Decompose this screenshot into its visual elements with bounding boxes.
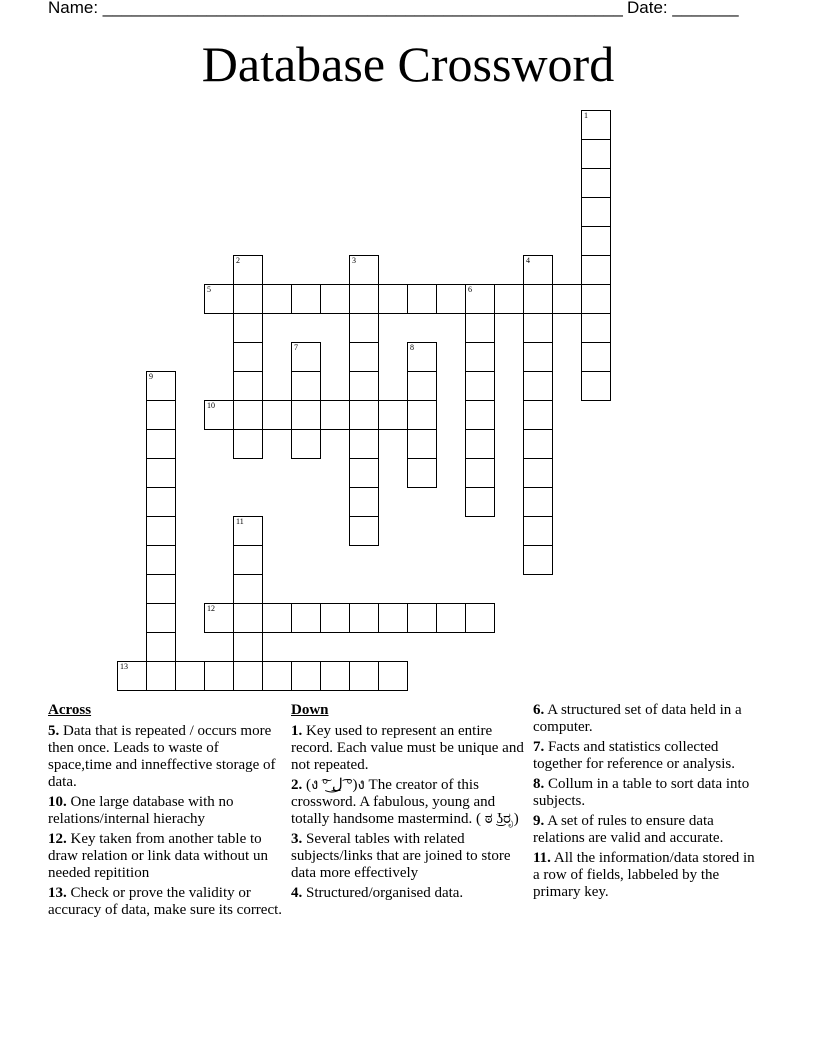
clue-text: Check or prove the validity or accuracy of data, make sure its correct. — [48, 885, 283, 918]
grid-cell[interactable] — [233, 342, 263, 372]
grid-cell[interactable] — [523, 400, 553, 430]
grid-cell[interactable] — [204, 400, 234, 430]
grid-cell[interactable] — [117, 661, 147, 691]
clue-down-4 — [291, 885, 527, 902]
clue-text: Key used to represent an entire record. Each value must be unique and not repeated. — [291, 723, 524, 773]
clue-text: Collum in a table to sort data into subjects. — [533, 776, 750, 809]
grid-cell[interactable] — [146, 574, 176, 604]
grid-cell[interactable] — [146, 632, 176, 662]
grid-cell[interactable] — [233, 313, 263, 343]
grid-cell[interactable] — [349, 342, 379, 372]
grid-cell[interactable] — [233, 603, 263, 633]
grid-cell[interactable] — [581, 110, 611, 140]
grid-cell[interactable] — [523, 371, 553, 401]
grid-cell[interactable] — [320, 284, 350, 314]
grid-cell[interactable] — [146, 661, 176, 691]
grid-cell[interactable] — [523, 429, 553, 459]
cell-number: 9 — [149, 372, 153, 381]
cell-number: 8 — [410, 343, 414, 352]
grid-cell[interactable] — [581, 313, 611, 343]
clue-number: 2. — [291, 777, 303, 793]
grid-cell[interactable] — [349, 400, 379, 430]
grid-cell[interactable] — [204, 603, 234, 633]
grid-cell[interactable] — [523, 487, 553, 517]
grid-cell[interactable] — [262, 284, 292, 314]
clue-number: 5. — [48, 723, 60, 739]
clue-number: 3. — [291, 831, 303, 847]
grid-cell[interactable] — [320, 661, 350, 691]
grid-cell[interactable] — [581, 255, 611, 285]
clue-number: 9. — [533, 813, 545, 829]
clue-text: Facts and statistics collected together for reference or analysis. — [533, 739, 735, 772]
grid-cell[interactable] — [233, 574, 263, 604]
grid-cell[interactable] — [349, 487, 379, 517]
grid-cell[interactable] — [349, 313, 379, 343]
grid-cell[interactable] — [523, 284, 553, 314]
grid-cell[interactable] — [146, 545, 176, 575]
grid-cell[interactable] — [465, 400, 495, 430]
grid-cell[interactable] — [465, 284, 495, 314]
grid-cell[interactable] — [465, 429, 495, 459]
grid-cell[interactable] — [233, 284, 263, 314]
grid-cell[interactable] — [349, 371, 379, 401]
grid-cell[interactable] — [378, 400, 408, 430]
clue-across-10 — [48, 794, 283, 828]
clue-across-5 — [48, 723, 283, 791]
clue-number: 4. — [291, 885, 303, 901]
grid-cell[interactable] — [262, 661, 292, 691]
grid-cell[interactable] — [146, 516, 176, 546]
grid-cell[interactable] — [291, 342, 321, 372]
clue-text: Data that is repeated / occurs more then once. Leads to waste of space,time and inneffective storage of data. — [48, 723, 276, 790]
grid-cell[interactable] — [523, 342, 553, 372]
clue-number: 1. — [291, 723, 303, 739]
cell-number: 3 — [352, 256, 356, 265]
grid-cell[interactable] — [581, 226, 611, 256]
grid-cell[interactable] — [465, 487, 495, 517]
grid-cell[interactable] — [523, 458, 553, 488]
date-field[interactable]: Date: _______ — [627, 0, 739, 17]
clue-across-13 — [48, 885, 283, 919]
grid-cell[interactable] — [349, 458, 379, 488]
clue-down-1 — [291, 723, 527, 774]
name-field[interactable]: Name: _______________________________________________________ — [48, 0, 623, 17]
grid-cell[interactable] — [407, 603, 437, 633]
grid-cell[interactable] — [581, 197, 611, 227]
grid-cell[interactable] — [291, 284, 321, 314]
grid-cell[interactable] — [233, 255, 263, 285]
clue-number: 10. — [48, 794, 67, 810]
grid-cell[interactable] — [407, 458, 437, 488]
down-heading: Down — [291, 702, 329, 718]
clue-text: Structured/organised data. — [306, 885, 464, 901]
clue-across-12 — [48, 831, 283, 882]
grid-cell[interactable] — [349, 284, 379, 314]
clue-number: 11. — [533, 850, 551, 866]
grid-cell[interactable] — [291, 661, 321, 691]
clue-text: Several tables with related subjects/links that are joined to store data more effectively — [291, 831, 511, 881]
grid-cell[interactable] — [465, 458, 495, 488]
across-clues — [48, 702, 283, 922]
clue-text: A structured set of data held in a computer. — [533, 702, 742, 735]
grid-cell[interactable] — [465, 313, 495, 343]
clue-down-3 — [291, 831, 527, 882]
grid-cell[interactable] — [378, 661, 408, 691]
grid-cell[interactable] — [146, 400, 176, 430]
grid-cell[interactable] — [204, 284, 234, 314]
grid-cell[interactable] — [146, 458, 176, 488]
down-clues-continued — [533, 702, 758, 904]
clue-down-6 — [533, 702, 758, 736]
grid-cell[interactable] — [523, 313, 553, 343]
grid-cell[interactable] — [204, 661, 234, 691]
grid-cell[interactable] — [233, 429, 263, 459]
grid-cell[interactable] — [233, 661, 263, 691]
grid-cell[interactable] — [523, 516, 553, 546]
grid-cell[interactable] — [523, 545, 553, 575]
grid-cell[interactable] — [146, 429, 176, 459]
grid-cell[interactable] — [233, 400, 263, 430]
grid-cell[interactable] — [146, 603, 176, 633]
grid-cell[interactable] — [349, 516, 379, 546]
grid-cell[interactable] — [581, 371, 611, 401]
clue-down-8 — [533, 776, 758, 810]
grid-cell[interactable] — [146, 487, 176, 517]
grid-cell[interactable] — [581, 284, 611, 314]
grid-cell[interactable] — [436, 603, 466, 633]
cell-number: 13 — [120, 662, 128, 671]
clue-number: 6. — [533, 702, 545, 718]
clue-text: One large database with no relations/internal hierachy — [48, 794, 234, 827]
grid-cell[interactable] — [407, 284, 437, 314]
across-heading: Across — [48, 702, 92, 718]
cell-number: 6 — [468, 285, 472, 294]
grid-cell[interactable] — [581, 168, 611, 198]
grid-cell[interactable] — [407, 342, 437, 372]
grid-cell[interactable] — [378, 284, 408, 314]
clue-number: 7. — [533, 739, 545, 755]
grid-cell[interactable] — [320, 603, 350, 633]
grid-cell[interactable] — [349, 603, 379, 633]
cell-number: 7 — [294, 343, 298, 352]
grid-cell[interactable] — [291, 429, 321, 459]
grid-cell[interactable] — [233, 371, 263, 401]
grid-cell[interactable] — [581, 342, 611, 372]
cell-number: 4 — [526, 256, 530, 265]
grid-cell[interactable] — [552, 284, 582, 314]
grid-cell[interactable] — [349, 661, 379, 691]
grid-cell[interactable] — [349, 429, 379, 459]
grid-cell[interactable] — [262, 603, 292, 633]
grid-cell[interactable] — [407, 429, 437, 459]
clue-text: Key taken from another table to draw relation or link data without un needed repitition — [48, 831, 268, 881]
grid-cell[interactable] — [465, 603, 495, 633]
grid-cell[interactable] — [291, 371, 321, 401]
grid-cell[interactable] — [233, 632, 263, 662]
grid-cell[interactable] — [465, 342, 495, 372]
clue-down-11 — [533, 850, 758, 901]
grid-cell[interactable] — [407, 400, 437, 430]
grid-cell[interactable] — [436, 284, 466, 314]
page-title: Database Crossword — [201, 36, 615, 92]
clue-number: 8. — [533, 776, 545, 792]
grid-cell[interactable] — [262, 400, 292, 430]
clue-text: All the information/data stored in a row of fields, labbeled by the primary key. — [533, 850, 755, 900]
cell-number: 11 — [236, 517, 244, 526]
grid-cell[interactable] — [349, 255, 379, 285]
grid-cell[interactable] — [175, 661, 205, 691]
grid-cell[interactable] — [291, 603, 321, 633]
cell-number: 2 — [236, 256, 240, 265]
grid-cell[interactable] — [146, 371, 176, 401]
grid-cell[interactable] — [378, 603, 408, 633]
grid-cell[interactable] — [465, 371, 495, 401]
down-clues — [291, 702, 527, 905]
grid-cell[interactable] — [581, 139, 611, 169]
clue-text: (ง ͠° ͟ل͜ ͡°)ง The creator of this crossword. A fabulous, young and totally handsome mastermind. ( ಠ ͜ʖರೃ) — [291, 777, 519, 827]
cell-number: 12 — [207, 604, 215, 613]
cell-number: 5 — [207, 285, 211, 294]
grid-cell[interactable] — [494, 284, 524, 314]
grid-cell[interactable] — [291, 400, 321, 430]
clue-down-9 — [533, 813, 758, 847]
grid-cell[interactable] — [233, 545, 263, 575]
grid-cell[interactable] — [233, 516, 263, 546]
clue-text: A set of rules to ensure data relations are valid and accurate. — [533, 813, 724, 846]
clue-number: 13. — [48, 885, 67, 901]
clue-down-7 — [533, 739, 758, 773]
cell-number: 1 — [584, 111, 588, 120]
grid-cell[interactable] — [407, 371, 437, 401]
clue-down-2 — [291, 777, 527, 828]
clue-number: 12. — [48, 831, 67, 847]
cell-number: 10 — [207, 401, 215, 410]
grid-cell[interactable] — [320, 400, 350, 430]
grid-cell[interactable] — [523, 255, 553, 285]
